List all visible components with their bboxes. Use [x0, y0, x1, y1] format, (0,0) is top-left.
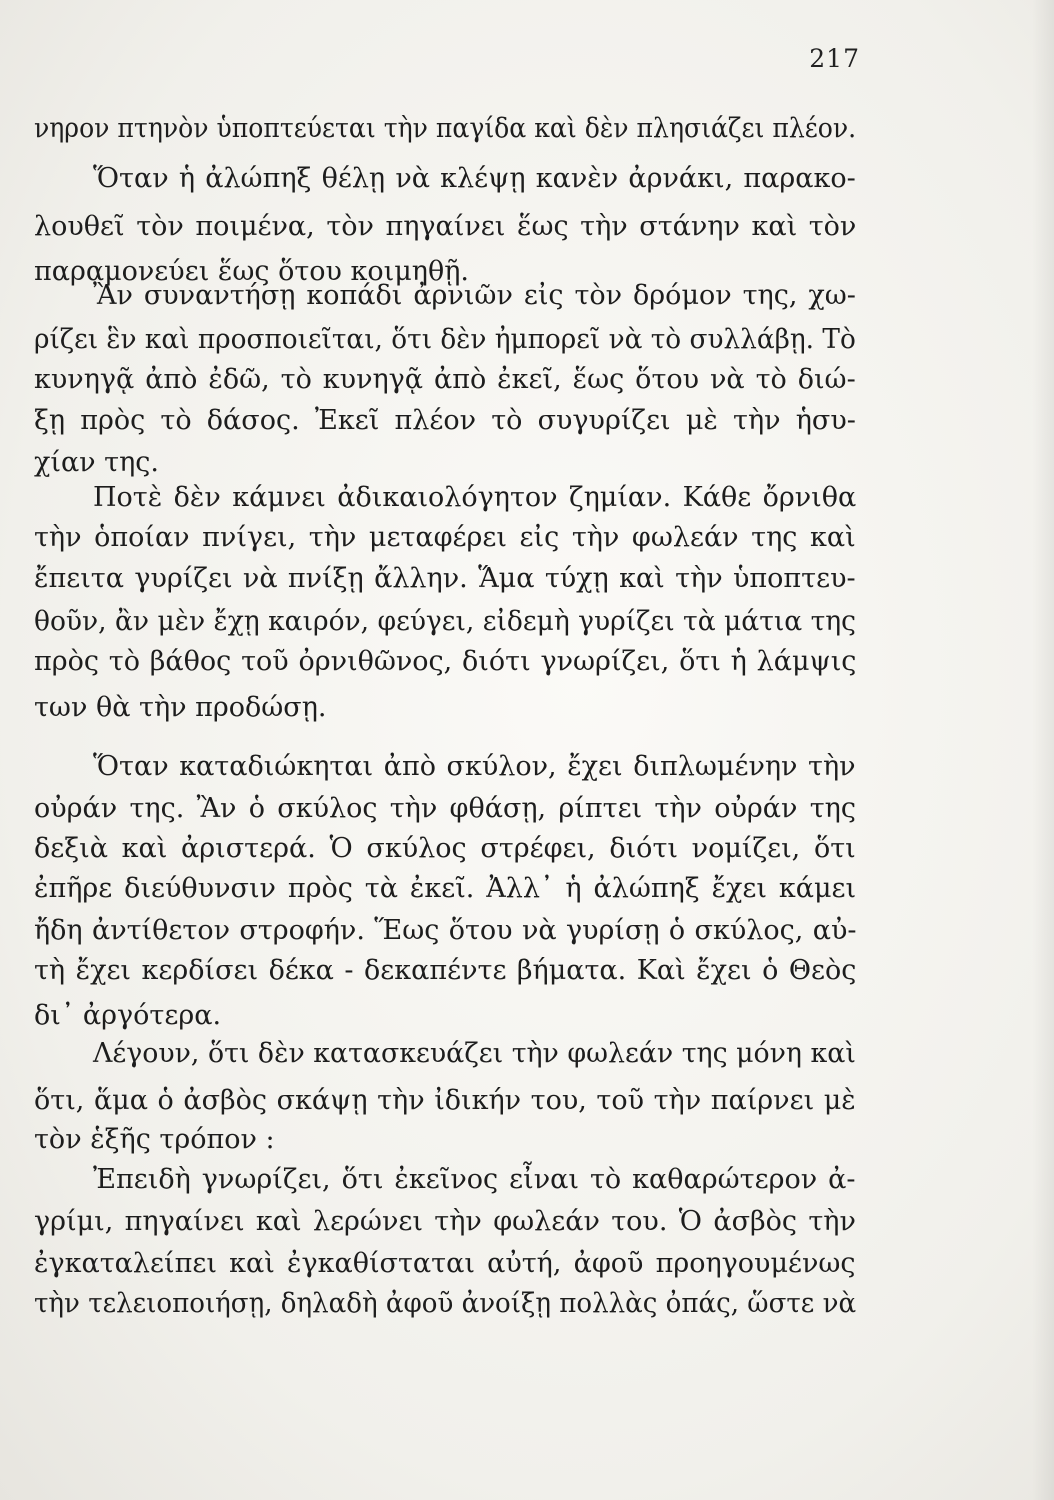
text-line: ξῃ πρὸς τὸ δάσος. Ἐκεῖ πλέον τὸ συγυρίζει μὲ τὴν ἡσυ-: [34, 405, 856, 436]
text-line: οὐράν της. Ἂν ὁ σκύλος τὴν φθάσῃ, ρίπτει τὴν οὐράν της: [34, 793, 856, 824]
text-line: ἔπειτα γυρίζει νὰ πνίξῃ ἄλλην. Ἅμα τύχῃ καὶ τὴν ὑποπτευ-: [34, 563, 856, 594]
text-line: θοῦν, ἂν μὲν ἔχῃ καιρόν, φεύγει, εἰδεμὴ γυρίζει τὰ μάτια της: [34, 606, 857, 637]
text-line: ρίζει ἓν καὶ προσποιεῖται, ὅτι δὲν ἠμπορεῖ νὰ τὸ συλλάβῃ. Τὸ: [34, 324, 856, 355]
text-line: ἤδη ἀντίθετον στροφήν. Ἕως ὅτου νὰ γυρίσῃ ὁ σκύλος, αὐ-: [34, 915, 857, 946]
text-line: Ποτὲ δὲν κάμνει ἀδικαιολόγητον ζημίαν. Κάθε ὄρνιθα: [93, 482, 857, 513]
text-line: ὅτι, ἅμα ὁ ἀσβὸς σκάψῃ τὴν ἰδικήν του, τοῦ τὴν παίρνει μὲ: [34, 1085, 856, 1116]
text-line: λουθεῖ τὸν ποιμένα, τὸν πηγαίνει ἕως τὴν στάνην καὶ τὸν: [34, 211, 857, 242]
text-line: Λέγουν, ὅτι δὲν κατασκευάζει τὴν φωλεάν της μόνη καὶ: [93, 1038, 856, 1069]
page-number: 217: [809, 44, 860, 73]
text-line: Ἂν συναντήσῃ κοπάδι ἀρνιῶν εἰς τὸν δρόμον της, χω-: [93, 280, 856, 311]
text-line: τὸν ἑξῆς τρόπον :: [34, 1124, 275, 1155]
text-line: γρίμι, πηγαίνει καὶ λερώνει τὴν φωλεάν του. Ὁ ἀσβὸς τὴν: [34, 1206, 856, 1237]
text-line: πρὸς τὸ βάθος τοῦ ὀρνιθῶνος, διότι γνωρίζει, ὅτι ἡ λάμψις: [34, 646, 857, 677]
text-line: ἐγκαταλείπει καὶ ἐγκαθίσταται αὐτή, ἀφοῦ προηγουμένως: [34, 1248, 856, 1279]
text-line: τὴν ὁποίαν πνίγει, τὴν μεταφέρει εἰς τὴν φωλεάν της καὶ: [34, 522, 856, 553]
text-line: Ὅταν ἡ ἀλώπηξ θέλῃ νὰ κλέψῃ κανὲν ἀρνάκι, παρακο-: [93, 163, 856, 194]
text-line: παραμονεύει ἕως ὅτου κοιμηθῇ.: [34, 256, 469, 287]
text-line: τὴν τελειοποιήσῃ, δηλαδὴ ἀφοῦ ἀνοίξῃ πολλὰς ὀπάς, ὥστε νὰ: [34, 1288, 857, 1319]
text-line: τὴ ἔχει κερδίσει δέκα - δεκαπέντε βήματα. Καὶ ἔχει ὁ Θεὸς: [34, 955, 857, 986]
text-line: κυνηγᾷ ἀπὸ ἐδῶ, τὸ κυνηγᾷ ἀπὸ ἐκεῖ, ἕως ὅτου νὰ τὸ διώ-: [34, 364, 856, 395]
text-line: δι᾽ ἀργότερα.: [34, 1000, 222, 1031]
text-line: Ἐπειδὴ γνωρίζει, ὅτι ἐκεῖνος εἶναι τὸ καθαρώτερον ἀ-: [93, 1164, 856, 1195]
text-line: Ὅταν καταδιώκηται ἀπὸ σκύλον, ἔχει διπλωμένην τὴν: [93, 751, 856, 782]
text-line: χίαν της.: [34, 447, 159, 478]
text-line: των θὰ τὴν προδώσῃ.: [34, 692, 327, 723]
text-line: νηρον πτηνὸν ὑποπτεύεται τὴν παγίδα καὶ δὲν πλησιάζει πλέον.: [34, 113, 857, 144]
text-line: ἐπῆρε διεύθυνσιν πρὸς τὰ ἐκεῖ. Ἀλλ᾽ ἡ ἀλώπηξ ἔχει κάμει: [34, 873, 857, 904]
text-line: δεξιὰ καὶ ἀριστερά. Ὁ σκύλος στρέφει, διότι νομίζει, ὅτι: [34, 833, 856, 864]
page-edge-shadow: [1032, 0, 1054, 1500]
